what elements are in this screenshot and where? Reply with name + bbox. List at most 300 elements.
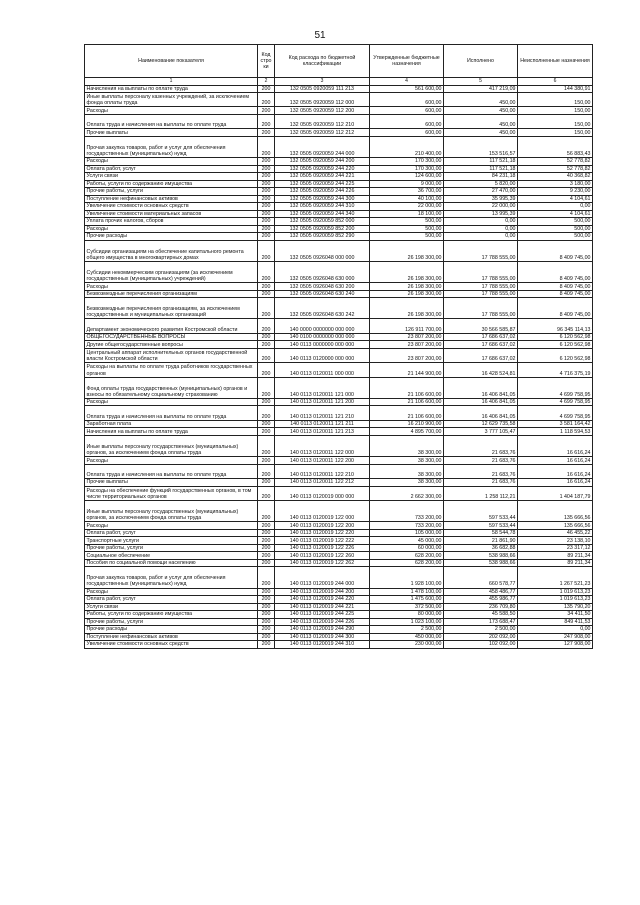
table-row — [85, 173, 593, 181]
row-name: Услуги связи — [85, 173, 258, 181]
row-approved: 4 895 700,00 — [370, 428, 444, 436]
row-executed: 17 788 555,00 — [444, 290, 518, 298]
row-approved: 210 400,00 — [370, 136, 444, 157]
row-budget-code: 132 0505 0920059 112 212 — [275, 129, 370, 137]
row-name: Прочие расходы — [85, 233, 258, 241]
row-name: Расходы — [85, 522, 258, 530]
row-name: Безвозмездные перечисления организациям, за исключением государственных и муниципальных организаций — [85, 298, 258, 319]
row-approved: 60 000,00 — [370, 544, 444, 552]
table-row — [85, 129, 593, 137]
row-name: Иные выплаты персоналу казенных учреждений, за исключением фонда оплаты труда — [85, 93, 258, 107]
column-number: 4 — [370, 78, 444, 86]
row-remaining: 849 411,53 — [518, 618, 593, 626]
row-remaining: 16 616,24 — [518, 464, 593, 478]
row-executed: 13 995,39 — [444, 210, 518, 218]
row-executed: 16 406 841,05 — [444, 377, 518, 398]
row-executed: 2 500,00 — [444, 626, 518, 634]
row-line-code: 200 — [258, 641, 275, 649]
table-row — [85, 261, 593, 282]
row-name: Расходы — [85, 107, 258, 115]
row-executed: 17 686 637,02 — [444, 333, 518, 341]
row-budget-code: 132 0505 0920059 112 210 — [275, 114, 370, 128]
row-name: Департамент экономического развития Костромской области — [85, 319, 258, 333]
table-row — [85, 633, 593, 641]
row-name: Расходы — [85, 588, 258, 596]
header-remaining: Неисполненные назначения — [518, 45, 593, 78]
row-line-code: 200 — [258, 588, 275, 596]
column-number: 5 — [444, 78, 518, 86]
row-executed: 17 788 555,00 — [444, 261, 518, 282]
row-budget-code: 140 0113 0120011 121 211 — [275, 420, 370, 428]
row-line-code: 200 — [258, 114, 275, 128]
row-budget-code: 140 0113 0120011 000 000 — [275, 363, 370, 377]
row-approved: 21 106 600,00 — [370, 398, 444, 406]
row-line-code: 200 — [258, 136, 275, 157]
row-name: Увеличение стоимости основных средств — [85, 203, 258, 211]
row-line-code: 200 — [258, 428, 275, 436]
row-budget-code: 140 0100 0000000 000 000 — [275, 333, 370, 341]
row-approved: 600,00 — [370, 107, 444, 115]
row-remaining: 96 345 114,13 — [518, 319, 593, 333]
table-row — [85, 457, 593, 465]
row-approved: 26 198 300,00 — [370, 290, 444, 298]
table-row — [85, 218, 593, 226]
row-budget-code: 140 0113 0120019 244 225 — [275, 611, 370, 619]
row-approved: 450 000,00 — [370, 633, 444, 641]
table-row — [85, 377, 593, 398]
row-line-code: 200 — [258, 406, 275, 420]
row-remaining: 34 411,50 — [518, 611, 593, 619]
row-name: Субсидии некоммерческим организациям (за исключением государственных (муниципальных) учреждений) — [85, 261, 258, 282]
row-remaining: 89 211,34 — [518, 559, 593, 567]
row-name: Начисления на выплаты по оплате труда — [85, 85, 258, 93]
row-approved: 40 100,00 — [370, 195, 444, 203]
row-name: Оплата труда и начисления на выплаты по оплате труда — [85, 114, 258, 128]
row-budget-code: 132 0505 0926048 630 200 — [275, 283, 370, 291]
row-line-code: 200 — [258, 500, 275, 521]
row-budget-code: 140 0113 0000000 000 000 — [275, 341, 370, 349]
row-approved: 372 500,00 — [370, 603, 444, 611]
row-budget-code: 140 0113 0120019 122 220 — [275, 529, 370, 537]
table-row — [85, 611, 593, 619]
row-budget-code: 140 0113 0120011 121 213 — [275, 428, 370, 436]
row-name: Оплата труда и начисления на выплаты по оплате труда — [85, 406, 258, 420]
row-budget-code: 132 0505 0920059 852 290 — [275, 233, 370, 241]
row-name: Оплата труда и начисления на выплаты по оплате труда — [85, 464, 258, 478]
row-name: Оплата работ, услуг — [85, 596, 258, 604]
budget-table — [84, 44, 593, 649]
table-row — [85, 93, 593, 107]
row-budget-code: 132 0505 0920059 244 300 — [275, 195, 370, 203]
row-budget-code: 132 0505 0920059 244 226 — [275, 188, 370, 196]
table-row — [85, 544, 593, 552]
row-budget-code: 132 0505 0920059 111 213 — [275, 85, 370, 93]
row-budget-code: 132 0505 0926048 000 000 — [275, 240, 370, 261]
row-line-code: 200 — [258, 611, 275, 619]
row-budget-code: 140 0113 0120019 122 260 — [275, 552, 370, 560]
row-executed: 35 995,39 — [444, 195, 518, 203]
row-approved: 561 600,00 — [370, 85, 444, 93]
table-row — [85, 210, 593, 218]
row-budget-code: 140 0113 0120011 122 200 — [275, 457, 370, 465]
row-name: Социальное обеспечение — [85, 552, 258, 560]
row-line-code: 200 — [258, 85, 275, 93]
row-line-code: 200 — [258, 552, 275, 560]
row-name: Субсидии организациям на обеспечение капитального ремонта общего имущества в многоквартирных домах — [85, 240, 258, 261]
table-row — [85, 559, 593, 567]
row-budget-code: 140 0113 0120019 244 221 — [275, 603, 370, 611]
row-approved: 2 500,00 — [370, 626, 444, 634]
row-approved: 23 807 200,00 — [370, 348, 444, 362]
row-line-code: 200 — [258, 596, 275, 604]
row-name: Иные выплаты персоналу государственных (муниципальных) органов, за исключением фонда оплаты труда — [85, 435, 258, 456]
table-row — [85, 603, 593, 611]
row-budget-code: 140 0113 0120019 244 310 — [275, 641, 370, 649]
row-approved: 23 807 200,00 — [370, 341, 444, 349]
row-executed: 17 788 555,00 — [444, 283, 518, 291]
table-row — [85, 428, 593, 436]
row-executed: 58 544,78 — [444, 529, 518, 537]
row-remaining: 4 699 758,95 — [518, 406, 593, 420]
row-line-code: 200 — [258, 626, 275, 634]
table-row — [85, 333, 593, 341]
row-line-code: 200 — [258, 210, 275, 218]
row-line-code: 200 — [258, 486, 275, 500]
row-line-code: 200 — [258, 522, 275, 530]
row-remaining: 8 409 745,00 — [518, 283, 593, 291]
row-approved: 23 807 200,00 — [370, 333, 444, 341]
row-remaining: 1 267 521,23 — [518, 567, 593, 588]
row-approved: 1 478 100,00 — [370, 588, 444, 596]
column-number: 2 — [258, 78, 275, 86]
row-name: Прочие расходы — [85, 626, 258, 634]
row-remaining: 56 883,43 — [518, 136, 593, 157]
table-row — [85, 195, 593, 203]
row-approved: 230 000,00 — [370, 641, 444, 649]
row-executed: 3 777 105,47 — [444, 428, 518, 436]
row-remaining: 40 368,82 — [518, 173, 593, 181]
row-line-code: 200 — [258, 464, 275, 478]
column-number: 6 — [518, 78, 593, 86]
row-line-code: 200 — [258, 529, 275, 537]
row-budget-code: 140 0113 0120019 122 222 — [275, 537, 370, 545]
row-remaining: 150,00 — [518, 129, 593, 137]
row-executed: 16 406 841,05 — [444, 398, 518, 406]
column-number: 1 — [85, 78, 258, 86]
row-remaining: 1 118 594,53 — [518, 428, 593, 436]
row-name: Работы, услуги по содержанию имущества — [85, 611, 258, 619]
row-name: Поступление нефинансовых активов — [85, 195, 258, 203]
row-line-code: 200 — [258, 165, 275, 173]
row-remaining: 52 778,82 — [518, 165, 593, 173]
row-name: Увеличение стоимости основных средств — [85, 641, 258, 649]
table-row — [85, 588, 593, 596]
row-approved: 2 662 300,00 — [370, 486, 444, 500]
row-remaining: 500,00 — [518, 218, 593, 226]
row-remaining: 23 138,10 — [518, 537, 593, 545]
row-approved: 38 300,00 — [370, 435, 444, 456]
row-line-code: 200 — [258, 283, 275, 291]
row-remaining: 135 666,56 — [518, 522, 593, 530]
table-row — [85, 203, 593, 211]
row-line-code: 200 — [258, 479, 275, 487]
row-name: Прочие выплаты — [85, 129, 258, 137]
row-executed: 0,00 — [444, 218, 518, 226]
row-line-code: 200 — [258, 107, 275, 115]
table-row — [85, 188, 593, 196]
row-budget-code: 132 0505 0920059 244 310 — [275, 203, 370, 211]
row-approved: 38 300,00 — [370, 479, 444, 487]
table-row — [85, 398, 593, 406]
row-approved: 22 000,00 — [370, 203, 444, 211]
row-executed: 538 988,66 — [444, 559, 518, 567]
row-budget-code: 140 0113 0120011 121 210 — [275, 406, 370, 420]
row-line-code: 200 — [258, 544, 275, 552]
row-approved: 733 200,00 — [370, 522, 444, 530]
table-row — [85, 107, 593, 115]
row-approved: 9 000,00 — [370, 180, 444, 188]
row-line-code: 200 — [258, 261, 275, 282]
table-row — [85, 165, 593, 173]
row-name: Расходы — [85, 225, 258, 233]
row-executed: 12 629 735,58 — [444, 420, 518, 428]
row-line-code: 200 — [258, 633, 275, 641]
row-budget-code: 140 0113 0120019 244 200 — [275, 588, 370, 596]
table-row — [85, 618, 593, 626]
row-name: Прочие работы, услуги — [85, 618, 258, 626]
row-approved: 126 911 700,00 — [370, 319, 444, 333]
column-number-row — [85, 78, 593, 86]
row-budget-code: 132 0505 0926048 630 240 — [275, 290, 370, 298]
row-approved: 1 023 100,00 — [370, 618, 444, 626]
row-name: Увеличение стоимости материальных запасов — [85, 210, 258, 218]
row-line-code: 200 — [258, 298, 275, 319]
row-line-code: 200 — [258, 93, 275, 107]
header-line-code: Код строки — [258, 45, 275, 78]
table-row — [85, 626, 593, 634]
row-line-code: 200 — [258, 559, 275, 567]
row-remaining: 6 120 562,98 — [518, 333, 593, 341]
table-row — [85, 158, 593, 166]
row-executed: 17 788 555,00 — [444, 240, 518, 261]
row-approved: 170 300,00 — [370, 165, 444, 173]
row-line-code: 200 — [258, 618, 275, 626]
row-executed: 597 533,44 — [444, 500, 518, 521]
table-row — [85, 464, 593, 478]
row-executed: 30 566 585,87 — [444, 319, 518, 333]
row-approved: 628 200,00 — [370, 552, 444, 560]
table-row — [85, 529, 593, 537]
row-executed: 102 092,00 — [444, 641, 518, 649]
row-line-code: 200 — [258, 398, 275, 406]
row-executed: 173 688,47 — [444, 618, 518, 626]
row-executed: 36 682,88 — [444, 544, 518, 552]
row-budget-code: 132 0505 0920059 244 221 — [275, 173, 370, 181]
row-executed: 417 219,09 — [444, 85, 518, 93]
row-executed: 236 709,80 — [444, 603, 518, 611]
row-remaining: 0,00 — [518, 203, 593, 211]
row-remaining: 4 699 758,95 — [518, 377, 593, 398]
row-line-code: 200 — [258, 420, 275, 428]
row-budget-code: 140 0113 0120019 244 300 — [275, 633, 370, 641]
row-line-code: 200 — [258, 537, 275, 545]
row-line-code: 200 — [258, 348, 275, 362]
row-name: Прочая закупка товаров, работ и услуг для обеспечения государственных (муниципальных) нужд — [85, 136, 258, 157]
row-budget-code: 140 0113 0120011 122 210 — [275, 464, 370, 478]
row-remaining: 135 666,56 — [518, 500, 593, 521]
row-line-code: 200 — [258, 363, 275, 377]
row-executed: 153 516,57 — [444, 136, 518, 157]
row-budget-code: 132 0505 0920059 244 225 — [275, 180, 370, 188]
row-executed: 458 486,77 — [444, 588, 518, 596]
row-approved: 1 475 600,00 — [370, 596, 444, 604]
row-remaining: 52 778,82 — [518, 158, 593, 166]
row-name: Оплата работ, услуг — [85, 529, 258, 537]
row-budget-code: 140 0113 0120019 122 226 — [275, 544, 370, 552]
row-remaining: 3 581 164,42 — [518, 420, 593, 428]
row-budget-code: 132 0505 0920059 112 000 — [275, 93, 370, 107]
row-remaining: 150,00 — [518, 93, 593, 107]
row-line-code: 200 — [258, 225, 275, 233]
row-budget-code: 132 0505 0920059 244 000 — [275, 136, 370, 157]
table-row — [85, 479, 593, 487]
row-executed: 450,00 — [444, 93, 518, 107]
row-line-code: 200 — [258, 233, 275, 241]
row-budget-code: 140 0000 0000000 000 000 — [275, 319, 370, 333]
row-executed: 538 988,66 — [444, 552, 518, 560]
table-row — [85, 240, 593, 261]
row-executed: 455 986,77 — [444, 596, 518, 604]
row-name: Оплата работ, услуг — [85, 165, 258, 173]
row-name: Поступление нефинансовых активов — [85, 633, 258, 641]
row-name: Пособия по социальной помощи населению — [85, 559, 258, 567]
row-remaining: 8 409 745,00 — [518, 298, 593, 319]
row-name: Расходы — [85, 283, 258, 291]
row-remaining: 1 019 613,23 — [518, 596, 593, 604]
page-number: 51 — [314, 30, 326, 41]
row-executed: 660 578,77 — [444, 567, 518, 588]
row-name: Другие общегосударственные вопросы — [85, 341, 258, 349]
row-approved: 26 198 300,00 — [370, 240, 444, 261]
row-name: Фонд оплаты труда государственных (муниципальных) органов и взносы по обязательному социальному страхованию — [85, 377, 258, 398]
row-line-code: 200 — [258, 195, 275, 203]
row-executed: 0,00 — [444, 225, 518, 233]
row-line-code: 200 — [258, 341, 275, 349]
row-remaining: 500,00 — [518, 233, 593, 241]
row-remaining: 144 380,91 — [518, 85, 593, 93]
row-remaining: 0,00 — [518, 626, 593, 634]
table-row — [85, 319, 593, 333]
row-approved: 36 700,00 — [370, 188, 444, 196]
row-name: Прочие работы, услуги — [85, 188, 258, 196]
row-name: Прочие работы, услуги — [85, 544, 258, 552]
row-budget-code: 140 0113 0120019 244 000 — [275, 567, 370, 588]
row-name: Безвозмездные перечисления организациям — [85, 290, 258, 298]
row-approved: 105 000,00 — [370, 529, 444, 537]
row-remaining: 1 404 187,79 — [518, 486, 593, 500]
row-line-code: 200 — [258, 188, 275, 196]
row-executed: 450,00 — [444, 107, 518, 115]
table-row — [85, 500, 593, 521]
row-budget-code: 140 0113 0120019 000 000 — [275, 486, 370, 500]
row-approved: 26 198 300,00 — [370, 261, 444, 282]
row-executed: 27 470,00 — [444, 188, 518, 196]
row-name: Прочие выплаты — [85, 479, 258, 487]
row-line-code: 200 — [258, 240, 275, 261]
row-executed: 450,00 — [444, 129, 518, 137]
row-budget-code: 140 0113 0120011 121 000 — [275, 377, 370, 398]
row-approved: 500,00 — [370, 218, 444, 226]
row-remaining: 23 317,12 — [518, 544, 593, 552]
row-executed: 202 092,00 — [444, 633, 518, 641]
row-line-code: 200 — [258, 129, 275, 137]
row-remaining: 9 230,00 — [518, 188, 593, 196]
table-row — [85, 522, 593, 530]
row-remaining: 16 616,24 — [518, 479, 593, 487]
table-row — [85, 348, 593, 362]
row-executed: 22 000,00 — [444, 203, 518, 211]
row-executed: 21 683,76 — [444, 479, 518, 487]
table-row — [85, 596, 593, 604]
row-approved: 628 200,00 — [370, 559, 444, 567]
row-executed: 17 686 637,02 — [444, 341, 518, 349]
row-executed: 1 258 112,21 — [444, 486, 518, 500]
row-approved: 18 100,00 — [370, 210, 444, 218]
row-budget-code: 140 0113 0120019 244 220 — [275, 596, 370, 604]
row-name: Заработная плата — [85, 420, 258, 428]
row-remaining: 4 699 758,95 — [518, 398, 593, 406]
row-remaining: 4 716 375,19 — [518, 363, 593, 377]
row-remaining: 89 211,34 — [518, 552, 593, 560]
table-row — [85, 290, 593, 298]
row-line-code: 200 — [258, 180, 275, 188]
row-remaining: 16 616,24 — [518, 435, 593, 456]
row-budget-code: 132 0505 0920059 244 220 — [275, 165, 370, 173]
row-executed: 17 686 637,02 — [444, 348, 518, 362]
row-approved: 38 300,00 — [370, 457, 444, 465]
row-approved: 16 210 900,00 — [370, 420, 444, 428]
row-name: Расходы — [85, 398, 258, 406]
row-remaining: 46 455,22 — [518, 529, 593, 537]
table-row — [85, 298, 593, 319]
row-name: ОБЩЕГОСУДАРСТВЕННЫЕ ВОПРОСЫ — [85, 333, 258, 341]
row-approved: 733 200,00 — [370, 500, 444, 521]
row-name: Расходы на выплаты по оплате труда работников государственных органов — [85, 363, 258, 377]
row-approved: 21 144 900,00 — [370, 363, 444, 377]
row-approved: 80 000,00 — [370, 611, 444, 619]
table-row — [85, 567, 593, 588]
header-budget-code: Код расхода по бюджетной классификации — [275, 45, 370, 78]
table-row — [85, 136, 593, 157]
row-remaining: 8 409 745,00 — [518, 261, 593, 282]
row-budget-code: 132 0505 0920059 852 200 — [275, 225, 370, 233]
row-budget-code: 140 0113 0120019 122 000 — [275, 500, 370, 521]
row-budget-code: 132 0505 0920059 244 200 — [275, 158, 370, 166]
row-executed: 117 521,18 — [444, 165, 518, 173]
table-row — [85, 363, 593, 377]
row-name: Услуги связи — [85, 603, 258, 611]
table-row — [85, 486, 593, 500]
row-approved: 26 198 300,00 — [370, 298, 444, 319]
header-name: Наименование показателя — [85, 45, 258, 78]
row-approved: 500,00 — [370, 233, 444, 241]
row-name: Расходы на обеспечение функций государственных органов, в том числе территориальных органов — [85, 486, 258, 500]
row-remaining: 247 908,00 — [518, 633, 593, 641]
table-row — [85, 225, 593, 233]
row-budget-code: 140 0113 0120019 244 290 — [275, 626, 370, 634]
row-line-code: 200 — [258, 457, 275, 465]
row-approved: 38 300,00 — [370, 464, 444, 478]
